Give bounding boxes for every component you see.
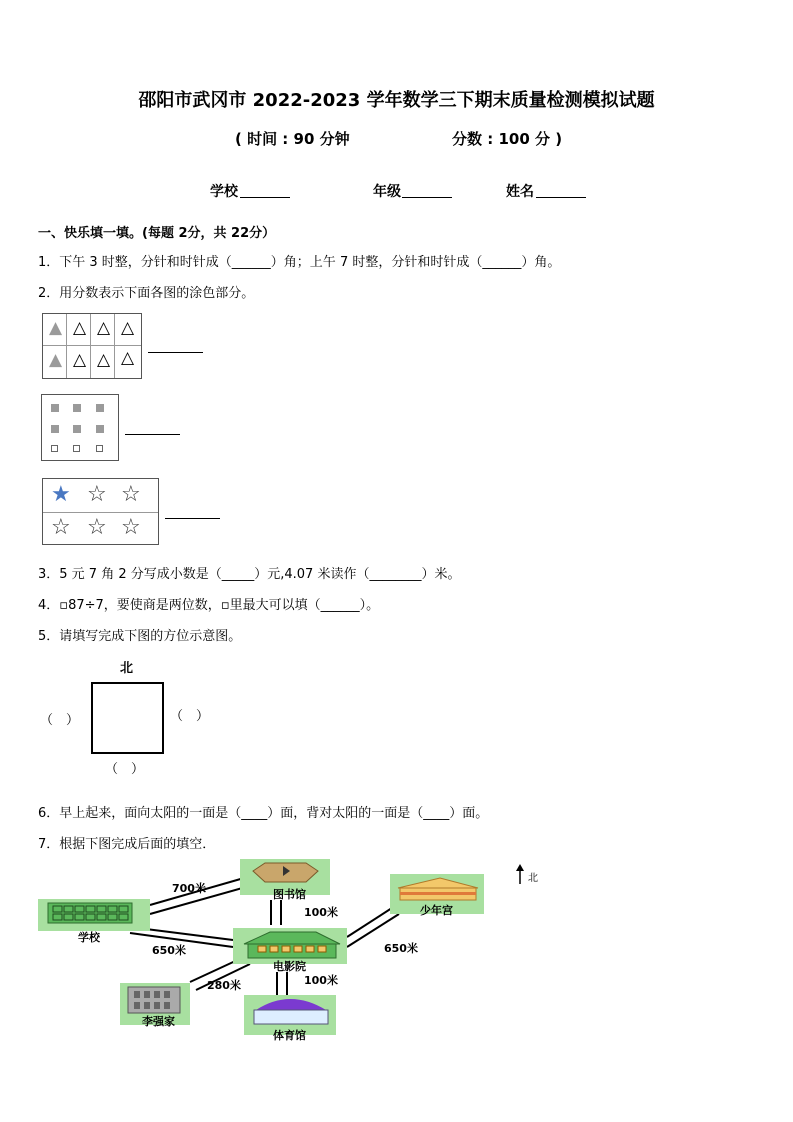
triangle-icon: △	[73, 318, 87, 338]
triangle-figure	[42, 313, 142, 379]
north-arrow-icon	[516, 864, 524, 884]
question-4: 4．▫87÷7，要使商是两位数，▫里最大可以填（______）。	[38, 598, 380, 613]
compass-south-blank[interactable]: （ ）	[105, 762, 145, 777]
school-label: 学校	[78, 931, 100, 944]
compass-west-blank[interactable]: （ ）	[40, 713, 80, 728]
question-1: 1．下午 3 时整，分针和时针成（______）角；上午 7 时整，分针和时针成（______）角。	[38, 255, 561, 270]
answer-blank-fig2[interactable]	[125, 434, 180, 435]
star-icon: ☆	[121, 482, 141, 507]
question-6: 6．早上起来，面向太阳的一面是（____）面，背对太阳的一面是（____）面。	[38, 806, 489, 821]
library-label: 图书馆	[273, 888, 306, 901]
square-figure	[41, 394, 119, 461]
city-map	[0, 850, 560, 1050]
triangle-icon: △	[121, 348, 135, 368]
gym-label: 体育馆	[273, 1029, 306, 1042]
distance-home-cinema: 280米	[207, 979, 241, 992]
distance-school-cinema: 650米	[152, 944, 186, 957]
star-icon: ☆	[51, 515, 71, 540]
map-north-label: 北	[528, 873, 538, 884]
distance-cinema-youth: 650米	[384, 942, 418, 955]
compass-east-blank[interactable]: （ ）	[170, 709, 210, 724]
school-label: 学校	[210, 184, 238, 200]
grade-blank[interactable]	[402, 197, 452, 198]
school-blank[interactable]	[240, 197, 290, 198]
filled-star-icon: ★	[51, 482, 71, 507]
name-label: 姓名	[506, 184, 534, 200]
distance-cinema-gym: 100米	[304, 974, 338, 987]
youth-palace-label: 少年宫	[420, 904, 453, 917]
answer-blank-fig3[interactable]	[165, 518, 220, 519]
compass-north-label: 北	[120, 661, 134, 676]
shaded-triangle-icon: ▲	[49, 318, 63, 338]
cinema-building	[233, 928, 347, 964]
question-5: 5．请填写完成下图的方位示意图。	[38, 629, 242, 644]
exam-score: 分数 : 100 分 )	[452, 130, 563, 148]
cinema-label: 电影院	[273, 960, 306, 973]
question-7: 7．根据下图完成后面的填空．	[38, 837, 216, 852]
question-2: 2．用分数表示下面各图的涂色部分。	[38, 286, 255, 301]
triangle-icon: △	[73, 350, 87, 370]
question-3: 3．5 元 7 角 2 分写成小数是（_____）元,4.07 米读作（________）米。	[38, 567, 461, 582]
home-label: 李强家	[142, 1015, 175, 1028]
section-heading: 一、快乐填一填。(每题 2分，共 22分）	[38, 226, 276, 241]
school-building	[38, 899, 150, 931]
star-icon: ☆	[87, 515, 107, 540]
triangle-icon: △	[97, 318, 111, 338]
name-blank[interactable]	[536, 197, 586, 198]
star-icon: ☆	[87, 482, 107, 507]
exam-time: ( 时间 : 90 分钟	[235, 130, 350, 148]
grade-label: 年级	[373, 184, 401, 200]
distance-school-library: 700米	[172, 882, 206, 895]
triangle-icon: △	[97, 350, 111, 370]
triangle-icon: △	[121, 318, 135, 338]
distance-library-cinema: 100米	[304, 906, 338, 919]
shaded-triangle-icon: ▲	[49, 350, 63, 370]
star-figure	[42, 478, 159, 545]
compass-square	[91, 682, 164, 754]
answer-blank-fig1[interactable]	[148, 352, 203, 353]
star-icon: ☆	[121, 515, 141, 540]
page-title: 邵阳市武冈市 2022-2023 学年数学三下期末质量检测模拟试题	[138, 90, 655, 111]
